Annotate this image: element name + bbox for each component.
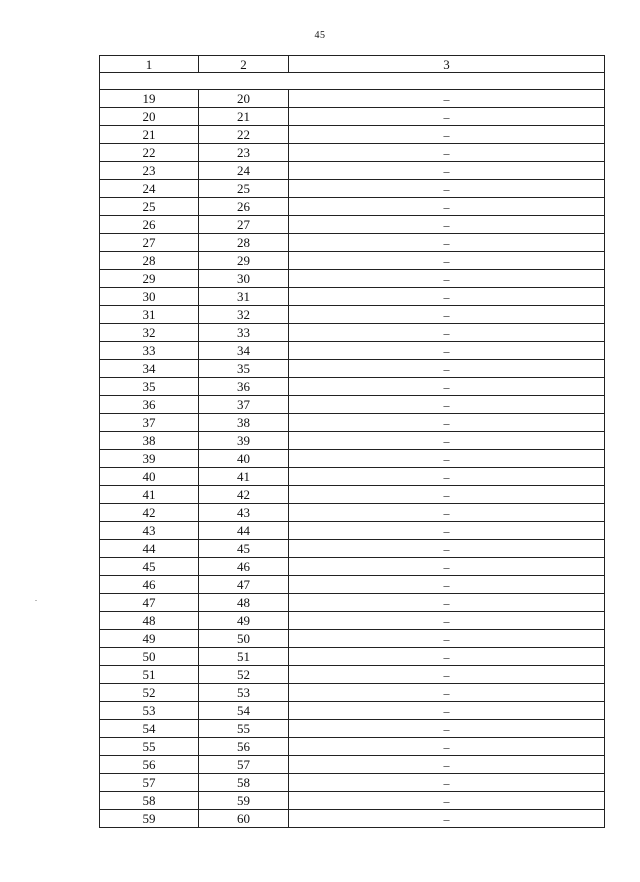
table-cell-col-2: 60 [199, 810, 289, 828]
table-cell-col-1: 54 [100, 720, 199, 738]
table-cell-col-3: – [289, 378, 605, 396]
table-cell-col-1: 48 [100, 612, 199, 630]
table-cell-col-2: 28 [199, 234, 289, 252]
table-cell-col-3: – [289, 108, 605, 126]
table-row [100, 144, 605, 162]
table-cell-col-2: 51 [199, 648, 289, 666]
table-cell-col-3: – [289, 774, 605, 792]
table-row [100, 324, 605, 342]
table-row [100, 612, 605, 630]
table-cell-col-2: 54 [199, 702, 289, 720]
table-cell-col-3: – [289, 252, 605, 270]
table-cell-col-2: 34 [199, 342, 289, 360]
table-cell-col-1: 36 [100, 396, 199, 414]
table-cell-col-3: – [289, 432, 605, 450]
table-cell-col-3: – [289, 180, 605, 198]
table-cell-col-3: – [289, 702, 605, 720]
table-cell-col-2: 48 [199, 594, 289, 612]
table-cell-col-2: 25 [199, 180, 289, 198]
table-cell-col-3: – [289, 756, 605, 774]
table-row [100, 378, 605, 396]
table-cell-col-2: 49 [199, 612, 289, 630]
table-cell-col-3: – [289, 126, 605, 144]
table-cell-col-2: 46 [199, 558, 289, 576]
table-row [100, 342, 605, 360]
table-row [100, 90, 605, 108]
table-cell-col-2: 24 [199, 162, 289, 180]
table-cell-col-3: – [289, 684, 605, 702]
table-cell-col-2: 45 [199, 540, 289, 558]
table-row [100, 216, 605, 234]
table-row [100, 594, 605, 612]
table-cell-col-2: 20 [199, 90, 289, 108]
table-cell-col-1: 29 [100, 270, 199, 288]
table-row [100, 504, 605, 522]
table-row [100, 234, 605, 252]
table-cell-col-2: 30 [199, 270, 289, 288]
blank-spacer-row [100, 73, 605, 90]
table-cell-col-1: 27 [100, 234, 199, 252]
table-cell-col-1: 45 [100, 558, 199, 576]
table-cell-col-1: 21 [100, 126, 199, 144]
table-cell-col-2: 37 [199, 396, 289, 414]
table-cell-col-3: – [289, 144, 605, 162]
table-cell-col-1: 23 [100, 162, 199, 180]
table-cell-col-3: – [289, 342, 605, 360]
table-row [100, 738, 605, 756]
table-row [100, 396, 605, 414]
table-body [100, 73, 605, 828]
table-row [100, 666, 605, 684]
table-cell-col-1: 19 [100, 90, 199, 108]
table-cell-col-1: 20 [100, 108, 199, 126]
table-cell-col-3: – [289, 630, 605, 648]
table-cell-col-3: – [289, 198, 605, 216]
table-cell-col-2: 44 [199, 522, 289, 540]
table-row [100, 288, 605, 306]
table-cell-col-2: 53 [199, 684, 289, 702]
table-row [100, 414, 605, 432]
table-row [100, 630, 605, 648]
table-row [100, 360, 605, 378]
table-row [100, 486, 605, 504]
table-cell-col-1: 37 [100, 414, 199, 432]
table-cell-col-3: – [289, 234, 605, 252]
table-row [100, 252, 605, 270]
table-row [100, 540, 605, 558]
table-cell-col-1: 41 [100, 486, 199, 504]
table-cell-col-1: 55 [100, 738, 199, 756]
table-cell-col-2: 38 [199, 414, 289, 432]
table-cell-col-2: 55 [199, 720, 289, 738]
table-cell-col-1: 34 [100, 360, 199, 378]
table-cell-col-3: – [289, 270, 605, 288]
table-cell-col-1: 51 [100, 666, 199, 684]
table-cell-col-2: 26 [199, 198, 289, 216]
column-header-2: 2 [199, 56, 289, 73]
table-row [100, 126, 605, 144]
table-cell-col-1: 28 [100, 252, 199, 270]
table-cell-col-1: 58 [100, 792, 199, 810]
table-cell-col-3: – [289, 612, 605, 630]
page-number: 45 [314, 30, 326, 41]
data-table [99, 55, 605, 828]
table-cell-col-1: 31 [100, 306, 199, 324]
table-row [100, 306, 605, 324]
table-cell-col-1: 35 [100, 378, 199, 396]
table-cell-col-1: 56 [100, 756, 199, 774]
table-cell-col-1: 30 [100, 288, 199, 306]
table-cell-col-1: 59 [100, 810, 199, 828]
table-row [100, 792, 605, 810]
table-cell-col-1: 52 [100, 684, 199, 702]
table-cell-col-3: – [289, 90, 605, 108]
table-cell-col-3: – [289, 666, 605, 684]
table-cell-col-1: 57 [100, 774, 199, 792]
table-cell-col-3: – [289, 324, 605, 342]
table-cell-col-1: 44 [100, 540, 199, 558]
data-table-container [99, 55, 604, 828]
table-cell-col-3: – [289, 522, 605, 540]
scan-speck [35, 600, 37, 601]
table-cell-col-3: – [289, 450, 605, 468]
table-row [100, 108, 605, 126]
table-cell-col-2: 43 [199, 504, 289, 522]
table-cell-col-3: – [289, 648, 605, 666]
table-cell-col-3: – [289, 360, 605, 378]
table-row [100, 648, 605, 666]
table-cell-col-2: 52 [199, 666, 289, 684]
table-cell-col-3: – [289, 162, 605, 180]
table-row [100, 558, 605, 576]
table-cell-col-3: – [289, 396, 605, 414]
table-cell-col-3: – [289, 414, 605, 432]
table-cell-col-1: 46 [100, 576, 199, 594]
table-row [100, 702, 605, 720]
table-header-row [100, 56, 605, 73]
table-cell-col-3: – [289, 720, 605, 738]
table-cell-col-1: 24 [100, 180, 199, 198]
table-cell-col-1: 53 [100, 702, 199, 720]
table-row [100, 774, 605, 792]
blank-spacer-cell [100, 73, 605, 90]
table-row [100, 198, 605, 216]
table-cell-col-2: 23 [199, 144, 289, 162]
table-row [100, 756, 605, 774]
table-row [100, 522, 605, 540]
table-cell-col-3: – [289, 306, 605, 324]
table-cell-col-3: – [289, 468, 605, 486]
table-cell-col-3: – [289, 558, 605, 576]
table-cell-col-1: 25 [100, 198, 199, 216]
table-cell-col-2: 50 [199, 630, 289, 648]
table-row [100, 810, 605, 828]
table-cell-col-3: – [289, 504, 605, 522]
table-cell-col-3: – [289, 792, 605, 810]
table-cell-col-2: 29 [199, 252, 289, 270]
table-row [100, 468, 605, 486]
table-cell-col-3: – [289, 216, 605, 234]
table-cell-col-2: 58 [199, 774, 289, 792]
table-cell-col-2: 35 [199, 360, 289, 378]
table-cell-col-2: 33 [199, 324, 289, 342]
table-cell-col-1: 50 [100, 648, 199, 666]
table-cell-col-1: 38 [100, 432, 199, 450]
table-row [100, 684, 605, 702]
table-cell-col-3: – [289, 594, 605, 612]
table-row [100, 270, 605, 288]
column-header-3: 3 [289, 56, 605, 73]
table-row [100, 432, 605, 450]
table-cell-col-2: 59 [199, 792, 289, 810]
table-row [100, 576, 605, 594]
table-cell-col-2: 47 [199, 576, 289, 594]
table-cell-col-3: – [289, 738, 605, 756]
table-cell-col-1: 43 [100, 522, 199, 540]
table-cell-col-3: – [289, 486, 605, 504]
table-cell-col-3: – [289, 288, 605, 306]
table-cell-col-3: – [289, 810, 605, 828]
table-cell-col-1: 32 [100, 324, 199, 342]
table-row [100, 180, 605, 198]
table-cell-col-2: 22 [199, 126, 289, 144]
table-cell-col-2: 31 [199, 288, 289, 306]
table-cell-col-2: 21 [199, 108, 289, 126]
column-header-1: 1 [100, 56, 199, 73]
table-row [100, 450, 605, 468]
table-cell-col-2: 56 [199, 738, 289, 756]
table-cell-col-1: 22 [100, 144, 199, 162]
table-cell-col-2: 39 [199, 432, 289, 450]
table-cell-col-1: 42 [100, 504, 199, 522]
table-cell-col-2: 40 [199, 450, 289, 468]
table-row [100, 162, 605, 180]
table-cell-col-3: – [289, 540, 605, 558]
table-cell-col-1: 40 [100, 468, 199, 486]
table-cell-col-1: 33 [100, 342, 199, 360]
table-row [100, 720, 605, 738]
table-cell-col-2: 57 [199, 756, 289, 774]
table-cell-col-2: 41 [199, 468, 289, 486]
table-cell-col-1: 39 [100, 450, 199, 468]
table-cell-col-2: 36 [199, 378, 289, 396]
table-cell-col-1: 47 [100, 594, 199, 612]
table-cell-col-2: 32 [199, 306, 289, 324]
table-cell-col-1: 49 [100, 630, 199, 648]
table-cell-col-3: – [289, 576, 605, 594]
table-cell-col-2: 27 [199, 216, 289, 234]
table-cell-col-1: 26 [100, 216, 199, 234]
table-cell-col-2: 42 [199, 486, 289, 504]
